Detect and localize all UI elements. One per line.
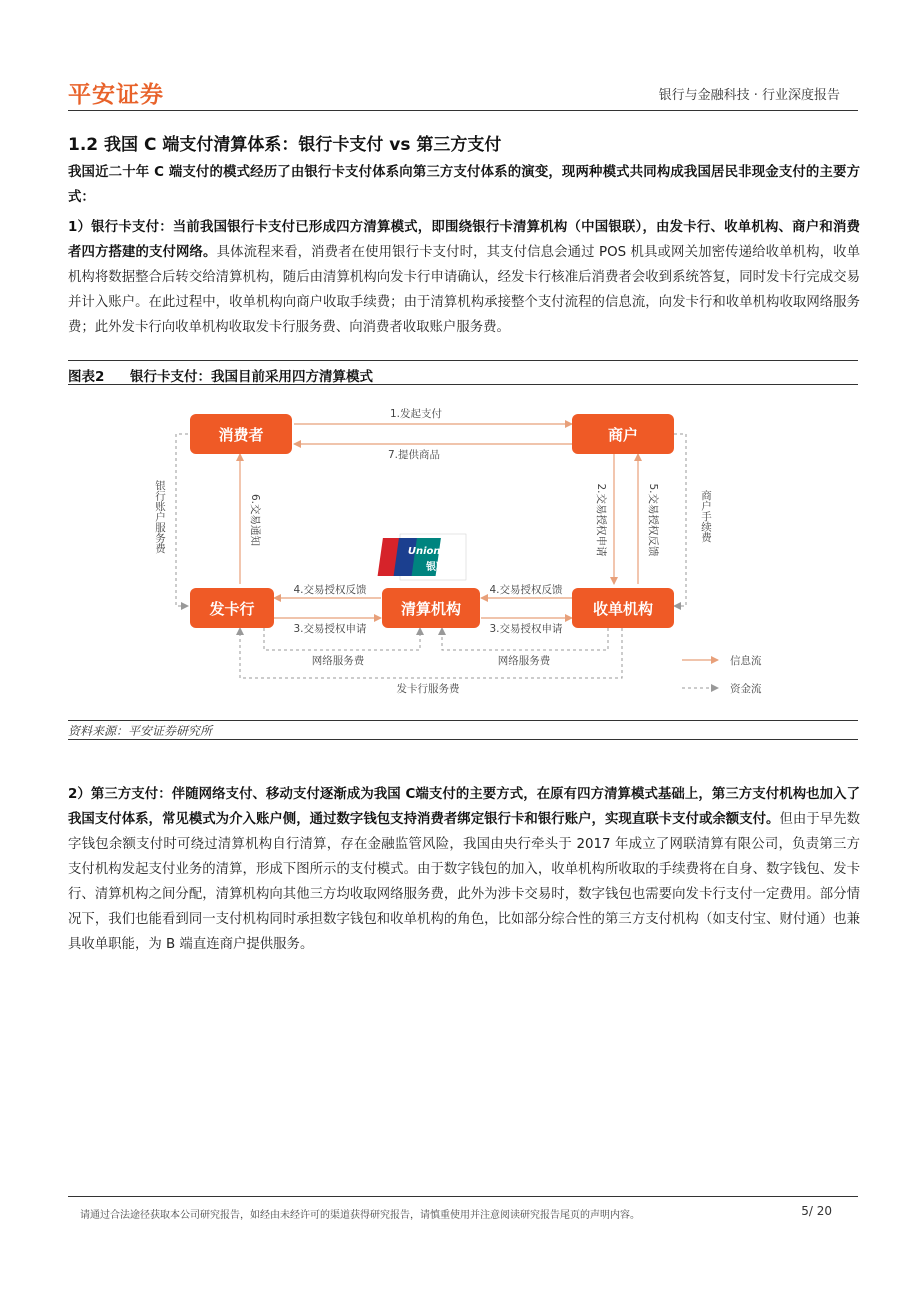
issuer-fee-flow — [240, 628, 622, 678]
figure-caption-rule — [68, 384, 858, 385]
paragraph-third-party-bold: 2）第三方支付：伴随网络支付、移动支付逐渐成为我国 C端支付的主要方式，在原有四方清算模式基础上，第三方支付机构也加入了我国支付体系，常见模式为介入账户侧，通过数字钱包支持消费者绑定银行卡和银行账户，实现直联卡支付或余额支付。 — [68, 787, 860, 827]
figure-number: 图表2 — [68, 369, 105, 385]
intro-paragraph — [68, 160, 860, 210]
section-title: 1.2 我国 C 端支付清算体系：银行卡支付 vs 第三方支付 — [68, 135, 502, 155]
figure-top-rule — [68, 360, 858, 361]
node-clearing-label: 清算机构 — [400, 600, 462, 618]
legend-fund-label: 资金流 — [730, 683, 762, 695]
page-number: 5/ 20 — [801, 1204, 832, 1218]
flow-2-label: 2.交易授权申请 — [595, 483, 607, 557]
network-fee-left-label: 网络服务费 — [311, 655, 365, 667]
footer-disclaimer: 请通过合法途径获取本公司研究报告，如经由未经许可的渠道获得研究报告，请慎重使用并注意阅读研究报告尾页的声明内容。 — [80, 1210, 640, 1221]
legend-info-label: 信息流 — [730, 655, 762, 667]
account-fee-label: 银行账户服务费 — [154, 480, 166, 554]
four-party-clearing-diagram — [68, 388, 858, 718]
flow-3-left-label: 3.交易授权申请 — [293, 623, 367, 635]
flow-5-label: 5.交易授权反馈 — [647, 483, 659, 557]
figure-title: 银行卡支付：我国目前采用四方清算模式 — [130, 369, 373, 385]
node-acquirer-label: 收单机构 — [592, 600, 654, 618]
node-issuer-label: 发卡行 — [209, 600, 255, 618]
flow-3-right-label: 3.交易授权申请 — [489, 623, 563, 635]
paragraph-bank-card-bold: 1）银行卡支付：当前我国银行卡支付已形成四方清算模式，即围绕银行卡清算机构（中国银联），由发卡行、收单机构、商户和消费者四方搭建的支付网络。 — [68, 220, 860, 260]
header-divider — [68, 110, 858, 111]
footer-divider — [68, 1196, 858, 1197]
node-consumer-label: 消费者 — [218, 426, 264, 444]
flow-7-label: 7.提供商品 — [387, 449, 441, 461]
merchant-fee-flow — [674, 434, 686, 606]
issuer-fee-label: 发卡行服务费 — [396, 683, 460, 695]
figure-source: 资料来源：平安证券研究所 — [68, 724, 213, 738]
flow-6-label: 6.交易通知 — [249, 493, 261, 547]
node-merchant-label: 商户 — [607, 426, 639, 444]
figure-bottom-rule — [68, 720, 858, 721]
intro-text: 我国近二十年 C 端支付的模式经历了由银行卡支付体系向第三方支付体系的演变，现两种模式共同构成我国居民非现金支付的主要方式： — [68, 165, 860, 205]
paragraph-bank-card — [68, 215, 860, 340]
paragraph-third-party-text: 但由于早先数字钱包余额支付时可绕过清算机构自行清算，存在金融监管风险，我国由央行牵头于 2017 年成立了网联清算有限公司，负责第三方支付机构发起支付业务的清算，形成下图所示的支付模式。由于数字钱包的加入，收单机构所收取的手续费将在自身、数字钱包、发卡行、清算机构之间分配，清算机构向其他三方均收取网络服务费，此外为涉卡交易时，数字钱包也需要向发卡行支付一定费用。部分情况下，我们也能看到同一支付机构同时承担数字钱包和收单机构的角色，比如部分综合性的第三方支付机构（如支付宝、财付通）也兼具收单职能，为 B 端直连商户提供服务。 — [68, 812, 860, 952]
account-fee-flow — [176, 434, 188, 606]
paragraph-bank-card-text: 具体流程来看，消费者在使用银行卡支付时，其支付信息会通过 POS 机具或网关加密传递给收单机构，收单机构将数据整合后转交给清算机构，随后由清算机构向发卡行申请确认，经发卡行核准后消费者会收到系统答复，同时发卡行完成交易并计入账户。在此过程中，收单机构向商户收取手续费；由于清算机构承接整个支付流程的信息流，向发卡行和收单机构收取网络服务费；此外发卡行向收单机构收取发卡行服务费、向消费者收取账户服务费。 — [68, 245, 861, 335]
brand-logo: 平安证券 — [68, 82, 164, 108]
flow-4-right-label: 4.交易授权反馈 — [489, 584, 563, 596]
report-type: 银行与金融科技 · 行业深度报告 — [658, 88, 840, 103]
unionpay-logo-cn: 银联 — [426, 562, 446, 573]
figure-caption — [68, 365, 373, 385]
flow-1-label: 1.发起支付 — [389, 408, 443, 420]
flow-4-left-label: 4.交易授权反馈 — [293, 584, 367, 596]
paragraph-third-party — [68, 782, 860, 957]
figure-source-rule — [68, 739, 858, 740]
unionpay-logo-en: UnionPay — [407, 546, 461, 557]
network-fee-right-label: 网络服务费 — [497, 655, 551, 667]
merchant-fee-label: 商户手续费 — [700, 490, 712, 543]
unionpay-logo — [378, 534, 466, 580]
